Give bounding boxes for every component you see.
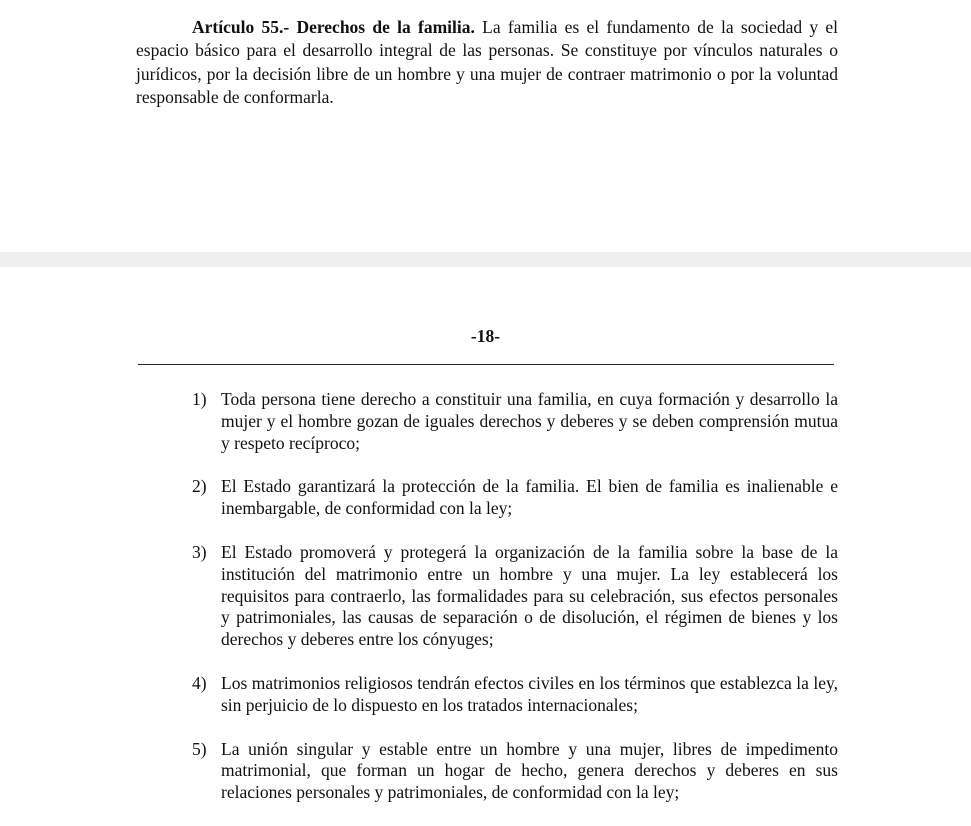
article-label: Artículo 55.- bbox=[192, 17, 290, 37]
list-item bbox=[192, 389, 838, 454]
page-separator bbox=[0, 252, 971, 267]
list-item bbox=[192, 673, 838, 717]
list-item-text: Los matrimonios religiosos tendrán efectos civiles en los términos que establezca la ley, sin perjuicio de lo dispuesto en los tratados internacionales; bbox=[221, 672, 838, 715]
list-item-number: 3) bbox=[192, 541, 207, 562]
list-item-text: El Estado garantizará la protección de la familia. El bien de familia es inalienable e inembargable, de conformidad con la ley; bbox=[221, 476, 838, 519]
article-title: Derechos de la familia. bbox=[296, 17, 475, 37]
numbered-list bbox=[192, 389, 838, 826]
document-page-bottom bbox=[0, 267, 971, 819]
document-page-top bbox=[0, 0, 971, 252]
list-item-text: La unión singular y estable entre un hombre y una mujer, libres de impedimento matrimonial, que forman un hogar de hecho, genera derechos y deberes en sus relaciones personales y patrimoniales, de conformidad con la ley; bbox=[221, 738, 838, 803]
article-55-paragraph bbox=[136, 16, 838, 109]
list-item-text: El Estado promoverá y protegerá la organización de la familia sobre la base de la institución del matrimonio entre un hombre y una mujer. La ley establecerá los requisitos para contraerlo, las formalidades para su celebración, sus efectos personales y patrimoniales, las causas de separación o de disolución, el régimen de bienes y los derechos y deberes entre los cónyuges; bbox=[221, 541, 838, 650]
article-body: La familia es el fundamento de la sociedad y el espacio básico para el desarrollo integral de las personas. Se constituye por vínculos naturales o jurídicos, por la decisión libre de un hombre y una mujer de contraer matrimonio o por la voluntad responsable de conformarla. bbox=[136, 17, 839, 107]
page-number: -18- bbox=[470, 326, 501, 346]
list-item-number: 5) bbox=[192, 738, 207, 759]
header-rule bbox=[138, 364, 834, 365]
list-item-number: 2) bbox=[192, 476, 207, 497]
list-item-number: 4) bbox=[192, 672, 207, 693]
list-item bbox=[192, 542, 838, 651]
list-item bbox=[192, 739, 838, 804]
list-item-text: Toda persona tiene derecho a constituir una familia, en cuya formación y desarrollo la mujer y el hombre gozan de iguales derechos y deberes y se deben comprensión mutua y respeto recíproco; bbox=[221, 389, 838, 453]
list-item bbox=[192, 476, 838, 520]
list-item-number: 1) bbox=[192, 389, 207, 409]
